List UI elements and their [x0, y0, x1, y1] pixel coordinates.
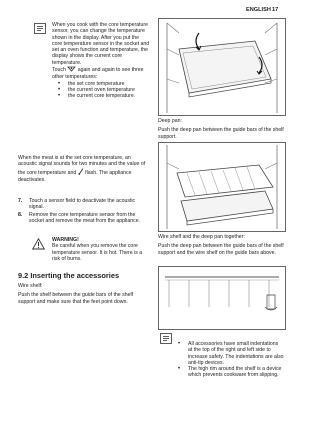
warning-title: WARNING!	[52, 237, 79, 243]
combo-text: Push the deep pan between the guide bars of the shelf support and the wire shelf on the guide bars above.	[158, 243, 284, 256]
step-number: 8.	[18, 211, 23, 218]
list-item: • the set core temperature	[56, 81, 150, 87]
step-text: Remove the core temperature sensor from the socket and remove the meat from the appliance.	[29, 211, 141, 224]
note-intro: When you cook with the core temperature sensor, you can change the temperature shown in the display. After you put the core temperature sensor in the socket and set an oven function and temperature, the display shows the current core temperature.	[52, 22, 150, 66]
accessory-notes	[176, 341, 284, 379]
list-item	[18, 198, 150, 211]
meat-done-paragraph: When the meat is at the set core temperature, an acoustic signal sounds for two minutes and the value of the core temperature and flash. The appliance deactivates.	[18, 155, 146, 183]
warning-triangle-icon	[32, 238, 45, 250]
section-title: 9.2 Inserting the accessories	[18, 271, 120, 280]
list-item: • the current oven temperature	[56, 87, 150, 93]
core-temperature-sensor-icon	[78, 168, 84, 177]
note-touch: Touch again and again to see three other temperatures:	[52, 67, 144, 81]
temperature-list	[52, 81, 150, 100]
deep-pan-text: Push the deep pan between the guide bars of the shelf support.	[158, 127, 284, 140]
wire-shelf-label: Wire shelf:	[18, 283, 43, 289]
list-item: • All accessories have small indentations at the top of the right and left side to increase safety. The indentations are also anti-tip devices.	[176, 341, 284, 366]
combo-section	[158, 234, 286, 256]
step-number: 7.	[18, 198, 23, 204]
combo-label: Wire shelf and the deep pan together:	[158, 234, 245, 240]
shelf-and-pan-illustration	[158, 142, 286, 232]
deep-pan-label: Deep pan:	[158, 118, 182, 124]
warning-text: Be careful when you remove the core temperature sensor. It is hot. There is a risk of burns.	[52, 243, 143, 262]
page-number: 17	[272, 7, 279, 13]
deep-pan-section	[158, 118, 286, 140]
accessories-section	[18, 271, 150, 305]
deep-pan-illustration	[158, 18, 286, 116]
step-text: Touch a sensor field to deactivate the acoustic signal.	[29, 198, 136, 211]
wire-shelf-text: Push the shelf between the guide bars of the shelf support and make sure that the feet point down.	[18, 292, 134, 305]
warning-box	[52, 237, 150, 262]
shelf-indentation-illustration	[158, 266, 286, 330]
list-item: • The high rim around the shelf is a device which prevents cookware from slipping.	[176, 366, 284, 379]
steps-list	[18, 198, 150, 224]
info-note-icon	[34, 23, 47, 35]
header-section: ENGLISH	[246, 7, 271, 13]
info-note-icon	[160, 333, 173, 345]
list-item: • the current core temperature.	[56, 93, 150, 99]
sensor-note	[52, 22, 150, 100]
list-item	[18, 212, 150, 225]
core-temperature-sensor-icon	[67, 66, 76, 74]
page-header	[0, 0, 300, 17]
